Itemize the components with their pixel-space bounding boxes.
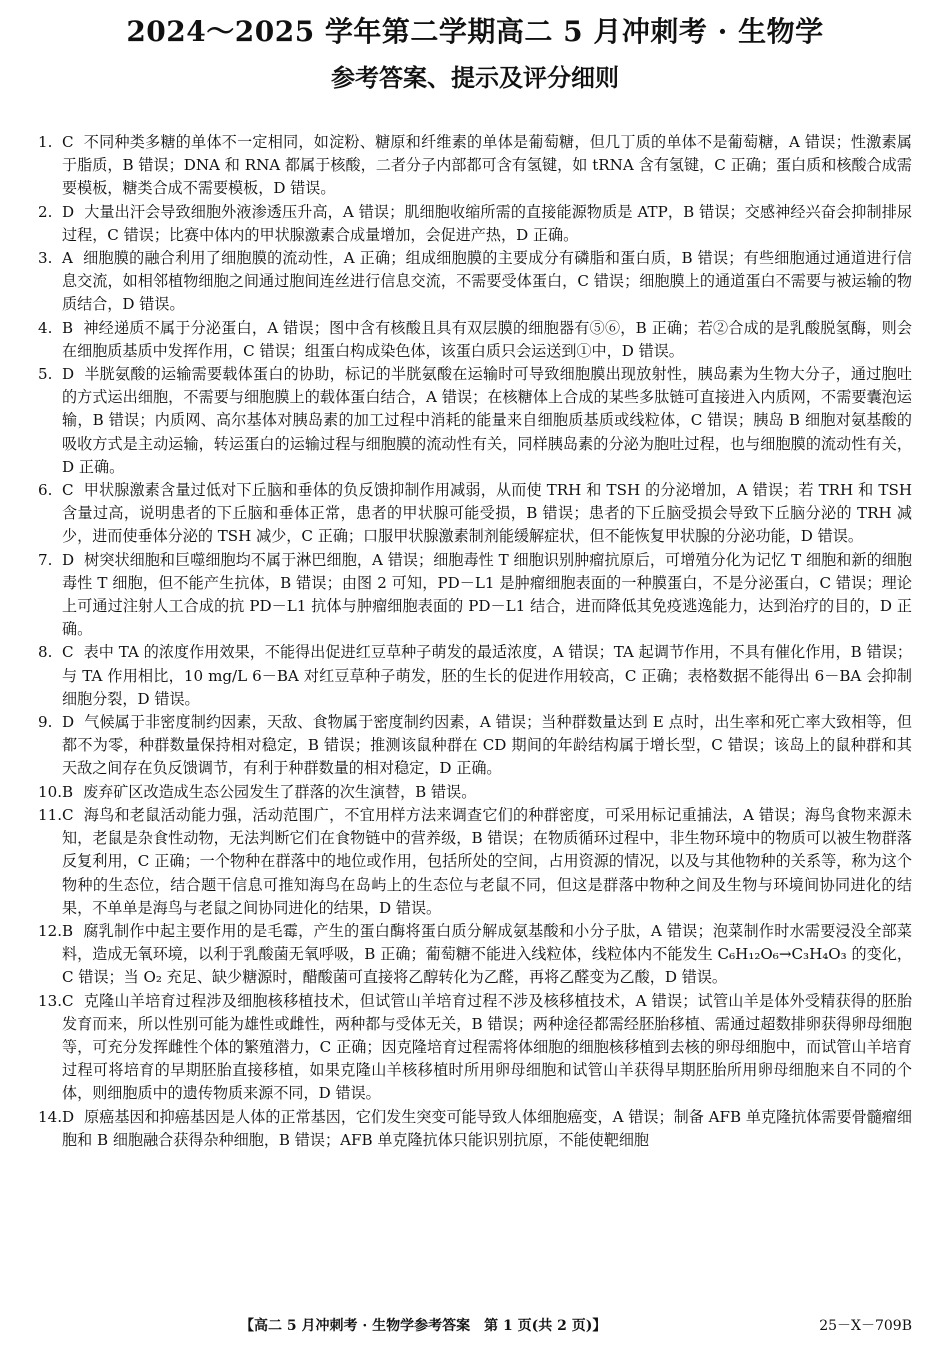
answer-explanation: 原癌基因和抑癌基因是人体的正常基因，它们发生突变可能导致人体细胞癌变，A 错误；制备 AFB 单克隆抗体需要骨髓瘤细胞和 B 细胞融合获得杂种细胞，B 错误；AFB 单克隆抗体只能识别抗原，不能使靶细胞 bbox=[62, 1107, 912, 1149]
footer-page-label: 【高二 5 月冲刺考 · 生物学参考答案 第 1 页(共 2 页)】 bbox=[240, 1318, 607, 1334]
answer-key: D bbox=[62, 713, 75, 732]
answer-number: 9. bbox=[38, 713, 53, 732]
answer-explanation: 细胞膜的融合利用了细胞膜的流动性，A 正确；组成细胞膜的主要成分有磷脂和蛋白质，B 错误；有些细胞通过通道进行信息交流，如相邻植物细胞之间通过胞间连丝进行信息交流，不需要受体蛋白，C 错误；细胞膜上的通道蛋白不需要与被运输的物质结合，D 错误。 bbox=[62, 249, 912, 314]
answer-item bbox=[38, 201, 912, 247]
answer-key: D bbox=[62, 365, 75, 384]
answer-item bbox=[38, 1106, 912, 1152]
answer-key: D bbox=[62, 550, 75, 569]
answer-number: 11. bbox=[38, 805, 63, 824]
answer-list bbox=[38, 131, 912, 1152]
answer-explanation: 海鸟和老鼠活动能力强，活动范围广，不宜用样方法来调查它们的种群密度，可采用标记重捕法，A 错误；海鸟食物来源未知，老鼠是杂食性动物，无法判断它们在食物链中的营养级，B 错误；在物质循环过程中，非生物环境中的物质可以被生物群落反复利用，C 正确；一个物种在群落中的地位或作用，包括所处的空间，占用资源的情况，以及与其他物种的关系等，称为这个物种的生态位，结合题干信息可推知海鸟在岛屿上的生态位与老鼠不同，但这是群落中物种之间及生物与环境间协同进化的结果，不单单是海鸟与老鼠之间协同进化的结果，D 错误。 bbox=[62, 805, 912, 917]
answer-key: C bbox=[62, 481, 74, 500]
answer-explanation: 大量出汗会导致细胞外液渗透压升高，A 错误；肌细胞收缩所需的直接能源物质是 ATP，B 错误；交感神经兴奋会抑制排尿过程，C 错误；比赛中体内的甲状腺激素合成量增加，会促进产热，D 正确。 bbox=[62, 202, 912, 244]
answer-key: C bbox=[62, 643, 74, 662]
answer-number: 10. bbox=[38, 782, 63, 801]
answer-item bbox=[38, 781, 912, 804]
answer-item bbox=[38, 641, 912, 711]
answer-number: 1. bbox=[38, 133, 53, 151]
answer-item bbox=[38, 920, 912, 990]
answer-key: C bbox=[62, 133, 74, 151]
answer-explanation: 甲状腺激素含量过低对下丘脑和垂体的负反馈抑制作用减弱，从而使 TRH 和 TSH 的分泌增加，A 错误；若 TRH 和 TSH 含量过高，说明患者的下丘脑和垂体正常，患者的甲状腺可能受损，B 错误；患者的下丘脑受损会导致下丘脑分泌的 TRH 减少，进而使垂体分泌的 TSH 减少，C 正确；口服甲状腺激素制剂能缓解症状，但不能恢复甲状腺的分泌功能，D 错误。 bbox=[62, 481, 912, 546]
answer-item bbox=[38, 549, 912, 642]
answer-key: D bbox=[62, 202, 75, 221]
answer-item bbox=[38, 317, 912, 363]
answer-item bbox=[38, 804, 912, 920]
answer-number: 12. bbox=[38, 921, 63, 940]
answer-explanation: 废弃矿区改造成生态公园发生了群落的次生演替，B 错误。 bbox=[83, 782, 477, 801]
answer-item bbox=[38, 247, 912, 317]
answer-number: 7. bbox=[38, 550, 53, 569]
answer-number: 13. bbox=[38, 991, 63, 1010]
answer-item bbox=[38, 363, 912, 479]
answer-key: B bbox=[62, 921, 74, 940]
answer-number: 3. bbox=[38, 249, 53, 268]
answer-explanation: 神经递质不属于分泌蛋白，A 错误；图中含有核酸且具有双层膜的细胞器有⑤⑥，B 正确；若②合成的是乳酸脱氢酶，则会在细胞质基质中发挥作用，C 错误；组蛋白构成染色体，该蛋白质只会运送到①中，D 错误。 bbox=[62, 318, 912, 360]
answer-explanation: 表中 TA 的浓度作用效果，不能得出促进红豆草种子萌发的最适浓度，A 错误；TA 起调节作用，不具有催化作用，B 错误；与 TA 作用相比，10 mg/L 6－BA 对红豆草种子萌发，胚的生长的促进作用较高，C 正确；表格数据不能得出 6－BA 会抑制细胞分裂，D 错误。 bbox=[62, 643, 912, 708]
answer-number: 2. bbox=[38, 202, 53, 221]
answer-number: 6. bbox=[38, 481, 53, 500]
footer-doc-code: 25－X－709B bbox=[819, 1318, 912, 1334]
answer-explanation: 树突状细胞和巨噬细胞均不属于淋巴细胞，A 错误；细胞毒性 T 细胞识别肿瘤抗原后，可增殖分化为记忆 T 细胞和新的细胞毒性 T 细胞，但不能产生抗体，B 错误；由图 2 可知，PD－L1 是肿瘤细胞表面的一种膜蛋白，不是分泌蛋白，C 错误；理论上可通过注射人工合成的抗 PD－L1 抗体与肿瘤细胞表面的 PD－L1 结合，进而降低其免疫逃逸能力，达到治疗的目的，D 正确。 bbox=[62, 550, 912, 639]
answer-item bbox=[38, 711, 912, 781]
answer-number: 14. bbox=[38, 1107, 63, 1126]
page-subtitle: 参考答案、提示及评分细则 bbox=[331, 64, 619, 92]
answer-explanation: 不同种类多糖的单体不一定相同，如淀粉、糖原和纤维素的单体是葡萄糖，但几丁质的单体不是葡萄糖，A 错误；性激素属于脂质，B 错误；DNA 和 RNA 都属于核酸，二者分子内部都可含有氢键，如 tRNA 含有氢键，C 正确；蛋白质和核酸合成需要模板，糖类合成不需要模板，D 错误。 bbox=[62, 133, 912, 198]
answer-key: A bbox=[62, 249, 73, 268]
answer-explanation: 克隆山羊培育过程涉及细胞核移植技术，但试管山羊培育过程不涉及核移植技术，A 错误；试管山羊是体外受精获得的胚胎发育而来，所以性别可能为雄性或雌性，两种都与受体无关，B 错误；两种途径都需经胚胎移植、需通过超数排卵获得卵母细胞等，可充分发挥雌性个体的繁殖潜力，C 正确；因克隆培育过程需将体细胞的细胞核移植到去核的卵母细胞中，而试管山羊培育过程可将培育的早期胚胎直接移植，如果克隆山羊核移植时所用卵母细胞和试管山羊获得早期胚胎所用卵母细胞来自不同的个体，则细胞质中的遗传物质来源不同，D 错误。 bbox=[62, 991, 912, 1103]
answer-item bbox=[38, 131, 912, 201]
page-title: 2024～2025 学年第二学期高二 5 月冲刺考 · 生物学 bbox=[126, 15, 824, 48]
answer-number: 5. bbox=[38, 365, 53, 384]
answer-explanation: 半胱氨酸的运输需要载体蛋白的协助，标记的半胱氨酸在运输时可导致细胞膜出现放射性，胰岛素为生物大分子，通过胞吐的方式运出细胞，不需要与细胞膜上的载体蛋白结合，A 错误；在核糖体上合成的某些多肽链可直接进入内质网，不需要囊泡运输，B 错误；内质网、高尔基体对胰岛素的加工过程中消耗的能量来自细胞质基质或线粒体，C 错误；胰岛 B 细胞对氨基酸的吸收方式是主动运输，转运蛋白的运输过程与细胞膜的流动性有关，同样胰岛素的分泌为胞吐过程，也与细胞膜的流动性有关，D 正确。 bbox=[62, 365, 912, 476]
answer-explanation: 气候属于非密度制约因素，天敌、食物属于密度制约因素，A 错误；当种群数量达到 E 点时，出生率和死亡率大致相等，但都不为零，种群数量保持相对稳定，B 错误；推测该鼠种群在 CD 期间的年龄结构属于增长型，C 错误；该岛上的鼠种群和其天敌之间存在负反馈调节，有利于种群数量的相对稳定，D 正确。 bbox=[62, 713, 912, 778]
answer-explanation: 腐乳制作中起主要作用的是毛霉，产生的蛋白酶将蛋白质分解成氨基酸和小分子肽，A 错误；泡菜制作时水需要浸没全部菜料，造成无氧环境，以利于乳酸菌无氧呼吸，B 正确；葡萄糖不能进入线粒体，线粒体内不能发生 C₆H₁₂O₆→C₃H₄O₃ 的变化，C 错误；当 O₂ 充足、缺少糖源时，醋酸菌可直接将乙醇转化为乙醛，再将乙醛变为乙酸，D 错误。 bbox=[62, 921, 912, 987]
answer-key: D bbox=[62, 1107, 75, 1126]
answer-item bbox=[38, 990, 912, 1106]
answer-key: B bbox=[62, 318, 74, 337]
answer-key: B bbox=[62, 782, 74, 801]
answer-key: C bbox=[62, 805, 74, 824]
answer-key: C bbox=[62, 991, 74, 1010]
answer-number: 4. bbox=[38, 318, 53, 337]
answer-item bbox=[38, 479, 912, 549]
answer-number: 8. bbox=[38, 643, 53, 662]
